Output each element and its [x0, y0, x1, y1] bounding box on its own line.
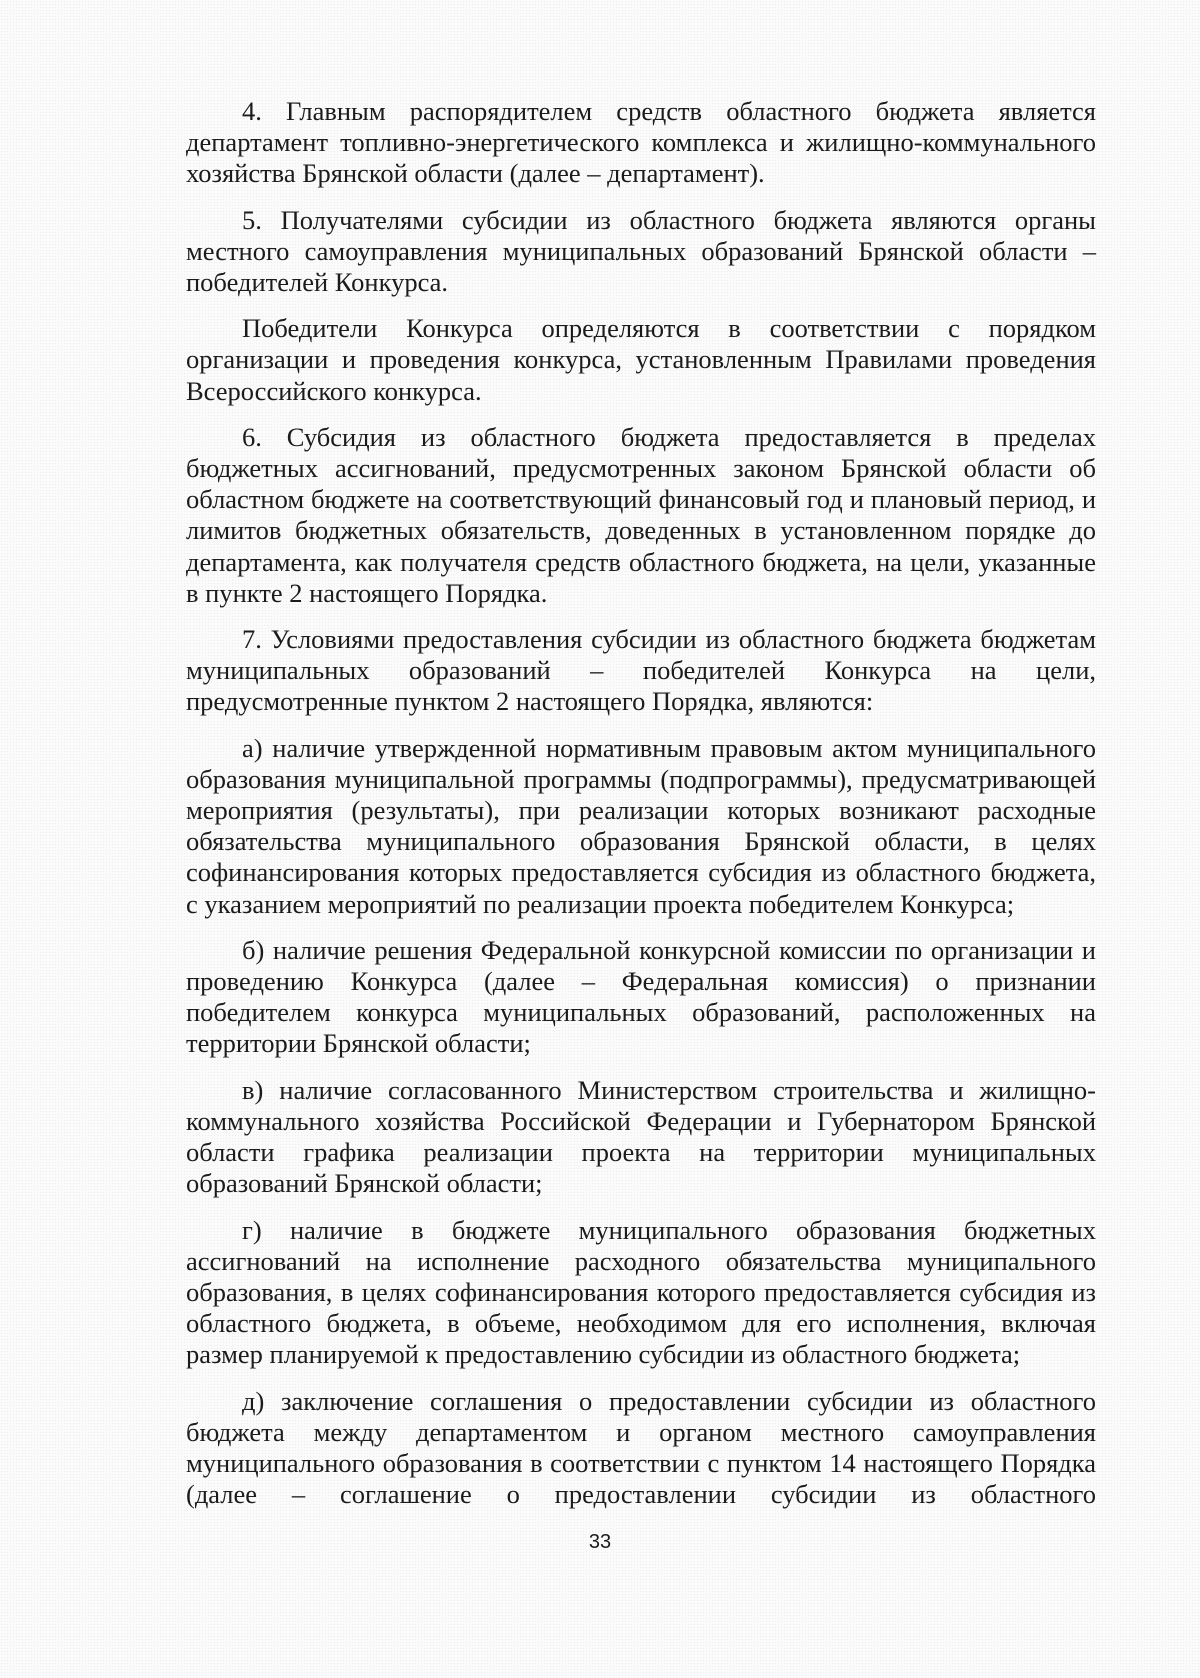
document-body	[186, 96, 1096, 1525]
paragraph-item-5: 5. Получателями субсидии из областного бюджета являются органы местного самоуправления муниципальных образований Брянской области – победителей Конкурса.	[186, 204, 1096, 298]
paragraph-subitem-b: б) наличие решения Федеральной конкурсной комиссии по организации и проведению Конкурса (далее – Федеральная комиссия) о признании победителем конкурса муниципальных образований, расположенных на территории Брянской области;	[186, 934, 1096, 1059]
paragraph-subitem-d: д) заключение соглашения о предоставлении субсидии из областного бюджета между департаментом и органом местного самоуправления муниципального образования в соответствии с пунктом 14 настоящего Порядка (далее – соглашение о предоставлении субсидии из областного	[186, 1385, 1096, 1510]
paragraph-contest-winners: Победители Конкурса определяются в соответствии с порядком организации и проведения конкурса, установленным Правилами проведения Всероссийского конкурса.	[186, 313, 1096, 406]
paragraph-subitem-v: в) наличие согласованного Министерством строительства и жилищно-коммунального хозяйства Российской Федерации и Губернатором Брянской области графика реализации проекта на территории муниципальных образований Брянской области;	[186, 1074, 1096, 1199]
paragraph-item-7: 7. Условиями предоставления субсидии из областного бюджета бюджетам муниципальных образований – победителей Конкурса на цели, предусмотренные пунктом 2 настоящего Порядка, являются:	[186, 624, 1096, 717]
page-number: 33	[588, 1531, 612, 1553]
paragraph-item-6: 6. Субсидия из областного бюджета предоставляется в пределах бюджетных ассигнований, предусмотренных законом Брянской области об областном бюджете на соответствующий финансовый год и плановый период, и лимитов бюджетных обязательств, доведенных в установленном порядке до департамента, как получателя средств областного бюджета, на цели, указанные в пункте 2 настоящего Порядка.	[186, 421, 1096, 608]
paragraph-subitem-g: г) наличие в бюджете муниципального образования бюджетных ассигнований на исполнение расходного обязательства муниципального образования, в целях софинансирования которого предоставляется субсидия из областного бюджета, в объеме, необходимом для его исполнения, включая размер планируемой к предоставлению субсидии из областного бюджета;	[186, 1214, 1096, 1370]
paragraph-item-4: 4. Главным распорядителем средств областного бюджета является департамент топливно-энергетического комплекса и жилищно-коммунального хозяйства Брянской области (далее – департамент).	[186, 96, 1096, 189]
paragraph-subitem-a: а) наличие утвержденной нормативным правовым актом муниципального образования муниципальной программы (подпрограммы), предусматривающей мероприятия (результаты), при реализации которых возникают расходные обязательства муниципального образования Брянской области, в целях софинансирования которых предоставляется субсидия из областного бюджета, с указанием мероприятий по реализации проекта победителем Конкурса;	[186, 732, 1096, 919]
